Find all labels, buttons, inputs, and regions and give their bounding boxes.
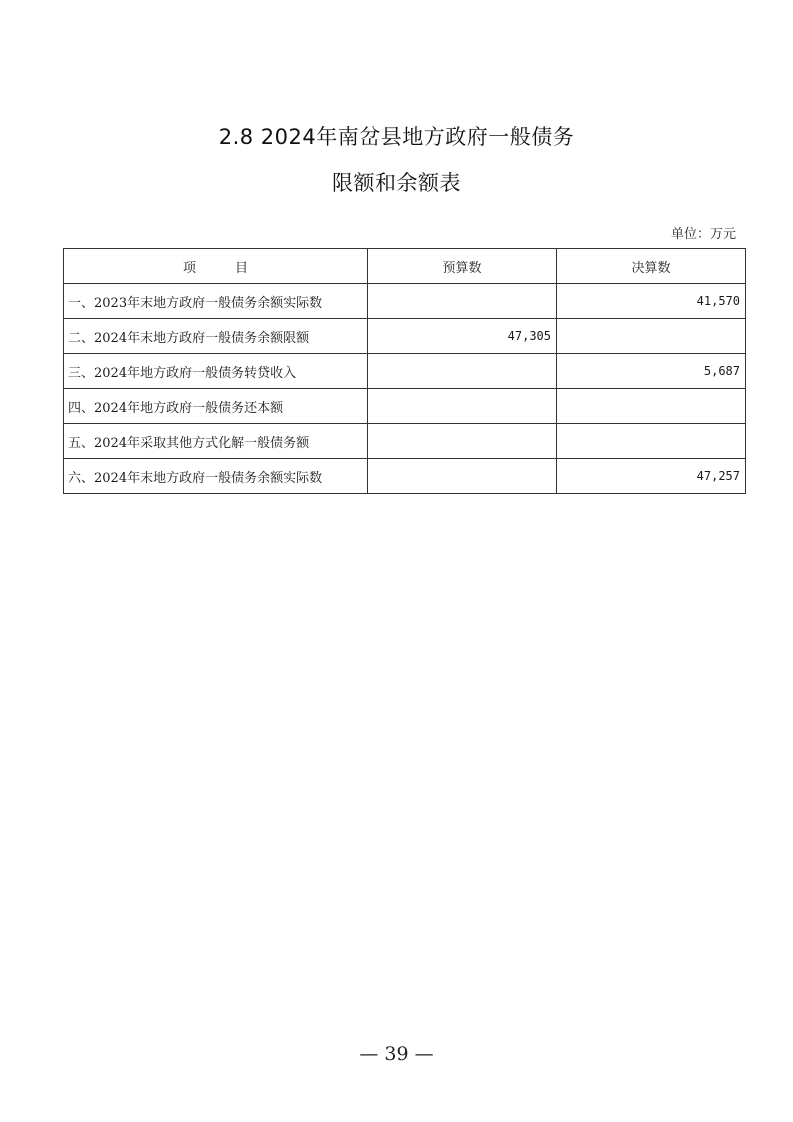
table-row [64, 319, 746, 354]
row-budget [368, 354, 557, 389]
row-budget [368, 459, 557, 494]
header-budget: 预算数 [368, 249, 557, 284]
row-final: 5,687 [557, 354, 746, 389]
row-item: 四、2024年地方政府一般债务还本额 [64, 389, 368, 424]
row-item: 二、2024年末地方政府一般债务余额限额 [64, 319, 368, 354]
row-final [557, 424, 746, 459]
header-final: 决算数 [557, 249, 746, 284]
table-row [64, 424, 746, 459]
row-final: 41,570 [557, 284, 746, 319]
row-final [557, 389, 746, 424]
row-budget [368, 389, 557, 424]
page-number: — 39 — [359, 1043, 434, 1065]
page-title-line-2: 限额和余额表 [332, 171, 461, 195]
row-final: 47,257 [557, 459, 746, 494]
table-row [64, 284, 746, 319]
table-row [64, 459, 746, 494]
row-final [557, 319, 746, 354]
header-item: 项 目 [64, 249, 368, 284]
table-row [64, 354, 746, 389]
table-row [64, 389, 746, 424]
row-item: 六、2024年末地方政府一般债务余额实际数 [64, 459, 368, 494]
unit-label: 单位：万元 [670, 227, 736, 242]
debt-table [63, 248, 746, 494]
page-title-line-1: 2.8 2024年南岔县地方政府一般债务 [218, 125, 575, 149]
row-item: 五、2024年采取其他方式化解一般债务额 [64, 424, 368, 459]
row-budget [368, 284, 557, 319]
row-item: 一、2023年末地方政府一般债务余额实际数 [64, 284, 368, 319]
row-budget: 47,305 [368, 319, 557, 354]
table-header-row [64, 249, 746, 284]
row-budget [368, 424, 557, 459]
row-item: 三、2024年地方政府一般债务转贷收入 [64, 354, 368, 389]
